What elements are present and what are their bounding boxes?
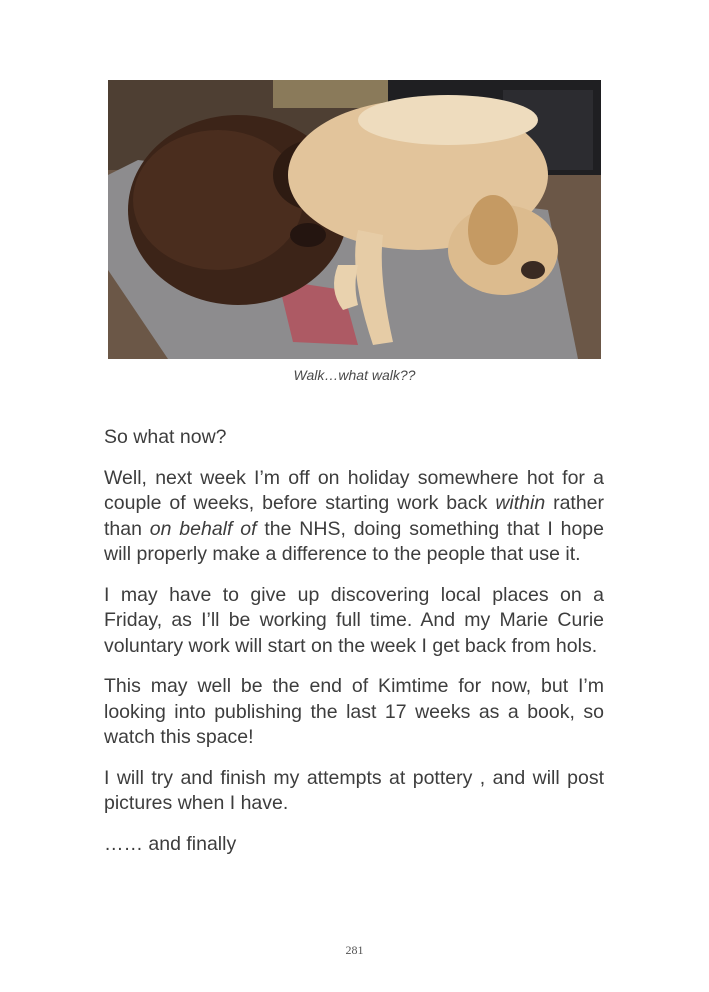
dogs-photo (108, 80, 601, 359)
paragraph-1: So what now? (104, 426, 227, 448)
paragraph-5: I will try and finish my attempts at pottery , and will post pictures when I have. (104, 766, 604, 814)
paragraph-6: …… and finally (104, 832, 237, 855)
paragraph-3: I may have to give up discovering local places on a Friday, as I’ll be working full time. And my Marie Curie voluntary work will start on the week I get back from hols. (104, 583, 604, 657)
paragraph-2 (104, 466, 604, 568)
page-number: 281 (345, 943, 364, 957)
dogs-photo-illustration (108, 80, 601, 359)
paragraph-2-part-e: the NHS, doing something that I hope will properly make a difference to the people that use it. (104, 517, 604, 565)
body-text (104, 425, 604, 872)
paragraph-2-part-c: rather than (104, 492, 605, 540)
photo-caption: Walk…what walk?? (293, 367, 416, 383)
emphasis-on-behalf-of: on behalf of (149, 517, 257, 540)
emphasis-within: within (495, 492, 546, 514)
paragraph-4: This may well be the end of Kimtime for now, but I’m looking into publishing the last 17 weeks as a book, so watch this space! (104, 675, 604, 748)
paragraph-2-part-a: Well, next week I’m off on holiday somewhere hot for a couple of weeks, before starting work back (104, 466, 604, 514)
